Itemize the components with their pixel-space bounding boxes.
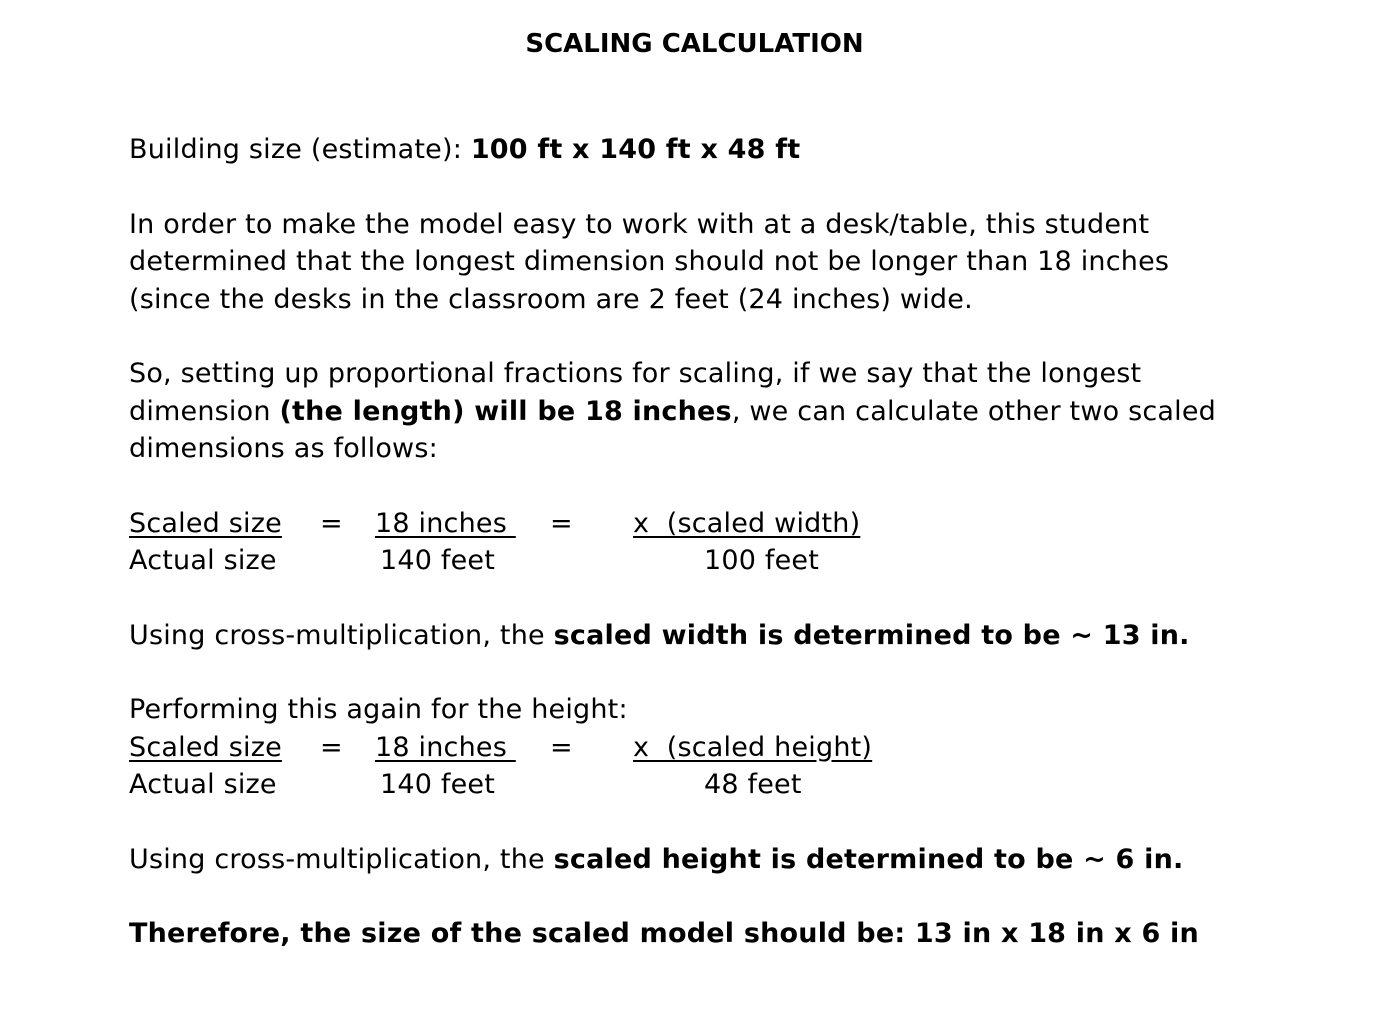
width-equals-1: = [320,507,343,539]
conclusion-text: Therefore, the size of the scaled model should be: 13 in x 18 in x 6 in [129,918,1199,949]
height-result-text: Using cross-multiplication, the [129,843,554,875]
width-equals-2: = [550,507,573,539]
height-result [129,841,1249,879]
width-numerator-known: 18 inches [375,507,516,539]
setup-text-before: So, setting up proportional fractions for scaling, if we say that the longest dimension [129,358,1142,427]
setup-text-after: , we can calculate other two scaled dimensions as follows: [129,395,1217,464]
building-size-line [129,131,1249,169]
width-denominator-label: Actual size [129,545,277,576]
height-equals-2: = [550,731,573,763]
height-numerator-unknown: x (scaled height) [633,731,873,763]
conclusion [129,915,1249,953]
height-result-bold: scaled height is determined to be ~ 6 in. [553,843,1184,875]
width-result-bold: scaled width is determined to be ~ 13 in. [553,619,1190,651]
width-numerator-label: Scaled size [129,507,282,539]
height-equation-denominators [129,766,1249,804]
height-numerator-known: 18 inches [375,731,516,763]
setup-paragraph [129,355,1249,468]
height-equation-numerators [129,729,1249,767]
intro-paragraph: In order to make the model easy to work with at a desk/table, this student determined that the longest dimension should not be longer than 18 inches (since the desks in the classroom are 2 feet (24 inches) wide. [129,208,1170,315]
width-equation-numerators [129,505,1249,543]
width-result-text: Using cross-multiplication, the [129,619,554,651]
width-equation-denominators [129,542,1249,580]
height-numerator-label: Scaled size [129,731,282,763]
width-result [129,617,1249,655]
width-denominator-unknown: 100 feet [704,545,820,576]
building-size-label: Building size (estimate): [129,134,471,165]
page-title: SCALING CALCULATION [525,29,864,59]
setup-bold: (the length) will be 18 inches [279,395,732,427]
width-equation [129,505,1249,580]
width-numerator-unknown: x (scaled width) [633,507,861,539]
height-denominator-label: Actual size [129,769,277,800]
height-intro: Performing this again for the height: [129,694,628,725]
width-denominator-known: 140 feet [380,545,496,576]
building-size-value: 100 ft x 140 ft x 48 ft [470,134,801,165]
height-denominator-known: 140 feet [380,769,496,800]
height-denominator-unknown: 48 feet [704,769,802,800]
document-body [129,131,1249,953]
height-equation [129,729,1249,804]
height-equals-1: = [320,731,343,763]
